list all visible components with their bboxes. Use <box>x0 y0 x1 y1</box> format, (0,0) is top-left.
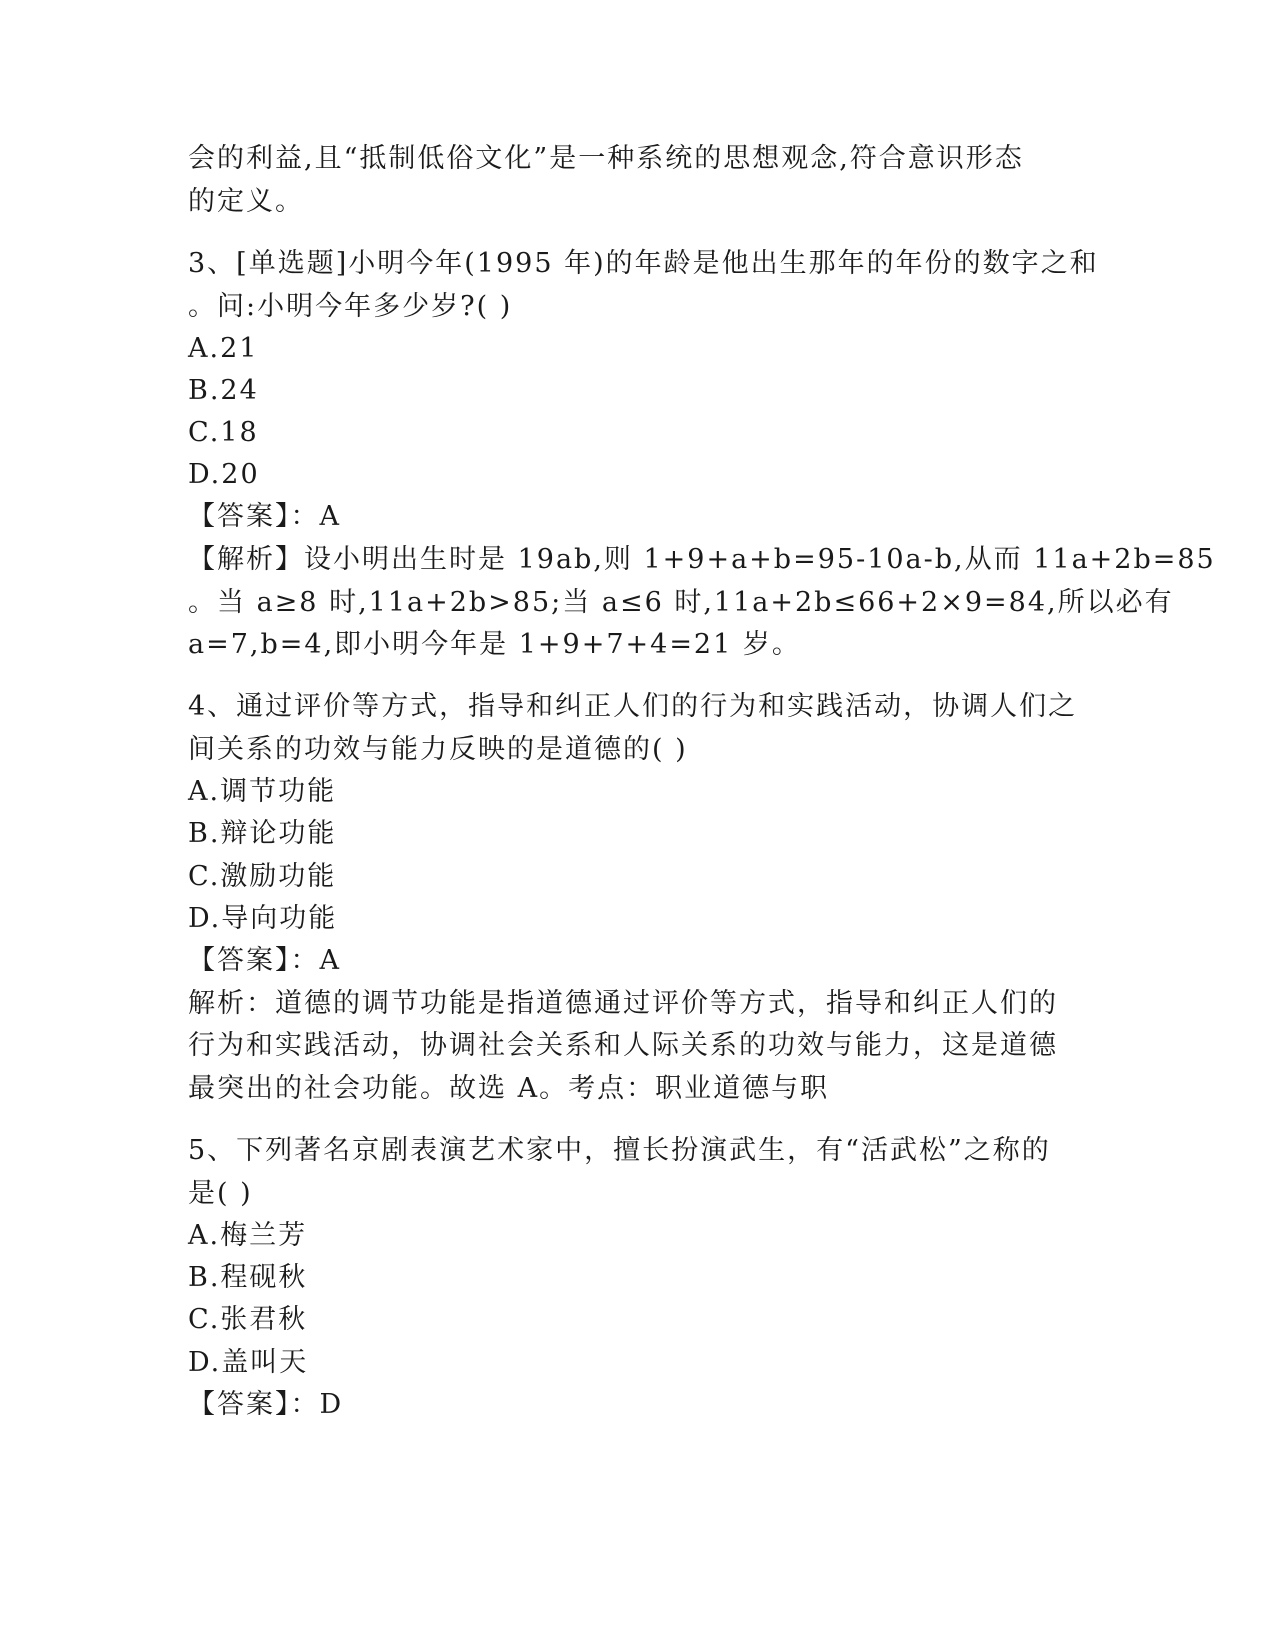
option-c: C.18 <box>188 417 259 448</box>
answer-line: 【答案】：A <box>188 945 341 976</box>
option-d: D.20 <box>188 459 260 490</box>
question-stem: 5、下列著名京剧表演艺术家中，擅长扮演武生，有“活武松”之称的 <box>188 1135 1051 1166</box>
question-stem: 4、通过评价等方式，指导和纠正人们的行为和实践活动，协调人们之 <box>188 691 1078 722</box>
analysis-line: 【解析】设小明出生时是 19ab,则 1+9+a+b=95-10a-b,从而 11a+2b=85 <box>188 544 1216 575</box>
text-line: 会的利益,且“抵制低俗文化”是一种系统的思想观念,符合意识形态 <box>188 143 1024 174</box>
answer-line: 【答案】：A <box>188 501 341 532</box>
analysis-line: 。当 a≥8 时,11a+2b>85;当 a≤6 时,11a+2b≤66+2×9=84,所以必有 <box>188 587 1174 618</box>
analysis-line: 行为和实践活动，协调社会关系和人际关系的功效与能力，这是道德 <box>188 1030 1058 1061</box>
text-line: 的定义。 <box>188 186 304 217</box>
option-b: B.辩论功能 <box>188 818 337 849</box>
option-b: B.程砚秋 <box>188 1262 308 1293</box>
option-a: A.调节功能 <box>188 776 337 807</box>
option-c: C.激励功能 <box>188 861 337 892</box>
answer-line: 【答案】：D <box>188 1389 344 1420</box>
option-b: B.24 <box>188 375 259 406</box>
option-a: A.21 <box>188 333 259 364</box>
option-d: D.导向功能 <box>188 903 338 934</box>
question-stem: 间关系的功效与能力反映的是道德的( ) <box>188 734 688 765</box>
analysis-line: a=7,b=4,即小明今年是 1+9+7+4=21 岁。 <box>188 629 801 660</box>
question-stem: 是( ) <box>188 1178 253 1209</box>
option-a: A.梅兰芳 <box>188 1220 308 1251</box>
question-stem: 。问:小明今年多少岁?( ) <box>188 291 513 322</box>
analysis-line: 解析：道德的调节功能是指道德通过评价等方式，指导和纠正人们的 <box>188 988 1058 1019</box>
option-c: C.张君秋 <box>188 1304 308 1335</box>
option-d: D.盖叫天 <box>188 1347 309 1378</box>
question-stem: 3、[单选题]小明今年(1995 年)的年龄是他出生那年的年份的数字之和 <box>188 248 1099 279</box>
analysis-line: 最突出的社会功能。故选 A。考点：职业道德与职 <box>188 1073 830 1104</box>
